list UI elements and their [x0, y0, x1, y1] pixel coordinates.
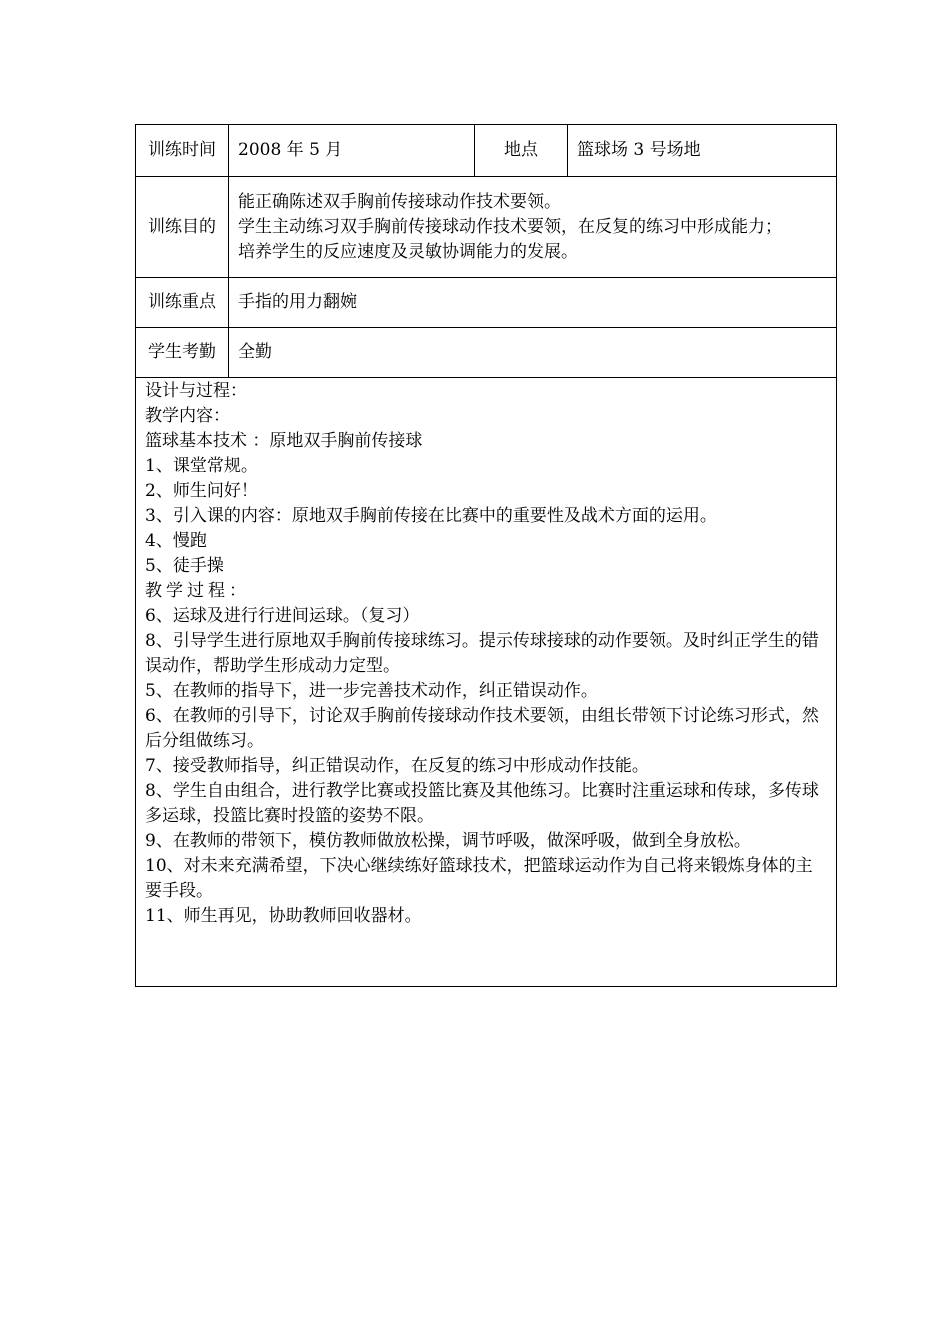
process-line: 5、在教师的指导下，进一步完善技术动作，纠正错误动作。	[145, 681, 598, 701]
attendance-value: 全勤	[229, 328, 837, 378]
lesson-plan-table	[135, 124, 837, 987]
process-line: 教学内容：	[145, 406, 230, 426]
key-point-label: 训练重点	[136, 278, 229, 328]
goal-row	[136, 177, 837, 278]
process-line: 8、引导学生进行原地双手胸前传接球练习。提示传球接球的动作要领。及时纠正学生的错误动作，帮助学生形成动力定型。	[145, 631, 819, 676]
process-line: 11、师生再见，协助教师回收器材。	[145, 906, 422, 926]
process-line: 8、学生自由组合，进行教学比赛或投篮比赛及其他练习。比赛时注重运球和传球，多传球多运球，投篮比赛时投篮的姿势不限。	[145, 781, 819, 826]
time-value: 2008 年 5 月	[229, 125, 475, 177]
process-content	[136, 378, 837, 987]
process-line: 9、在教师的带领下，模仿教师做放松操，调节呼吸，做深呼吸，做到全身放松。	[145, 831, 751, 851]
goal-line: 能正确陈述双手胸前传接球动作技术要领。	[238, 191, 561, 212]
goal-value	[229, 177, 837, 278]
place-label: 地点	[475, 125, 568, 177]
place-value: 篮球场 3 号场地	[568, 125, 837, 177]
process-line: 4、慢跑	[145, 531, 207, 551]
process-line: 7、接受教师指导，纠正错误动作，在反复的练习中形成动作技能。	[145, 756, 649, 776]
attendance-row	[136, 328, 837, 378]
process-line: 6、运球及进行行进间运球。（复习）	[145, 606, 420, 626]
process-line: 3、引入课的内容：原地双手胸前传接在比赛中的重要性及战术方面的运用。	[145, 506, 717, 526]
process-row	[136, 378, 837, 987]
goal-line: 学生主动练习双手胸前传接球动作技术要领，在反复的练习中形成能力；	[238, 216, 782, 237]
goal-line: 培养学生的反应速度及灵敏协调能力的发展。	[238, 241, 578, 262]
attendance-label: 学生考勤	[136, 328, 229, 378]
process-heading: 教学过程：	[145, 581, 250, 601]
key-point-row	[136, 278, 837, 328]
key-point-value: 手指的用力翻婉	[229, 278, 837, 328]
process-line: 10、对未来充满希望，下决心继续练好篮球技术，把篮球运动作为自己将来锻炼身体的主要手段。	[145, 856, 813, 901]
process-line: 篮球基本技术 ：原地双手胸前传接球	[145, 431, 423, 451]
time-label: 训练时间	[136, 125, 229, 177]
process-line: 设计与过程：	[145, 381, 247, 401]
time-row	[136, 125, 837, 177]
goal-label: 训练目的	[136, 177, 229, 278]
process-line: 2、师生问好！	[145, 481, 258, 501]
process-line: 6、在教师的引导下，讨论双手胸前传接球动作技术要领，由组长带领下讨论练习形式，然后分组做练习。	[145, 706, 819, 751]
process-line: 5、徒手操	[145, 556, 224, 576]
process-line: 1、课堂常规。	[145, 456, 258, 476]
